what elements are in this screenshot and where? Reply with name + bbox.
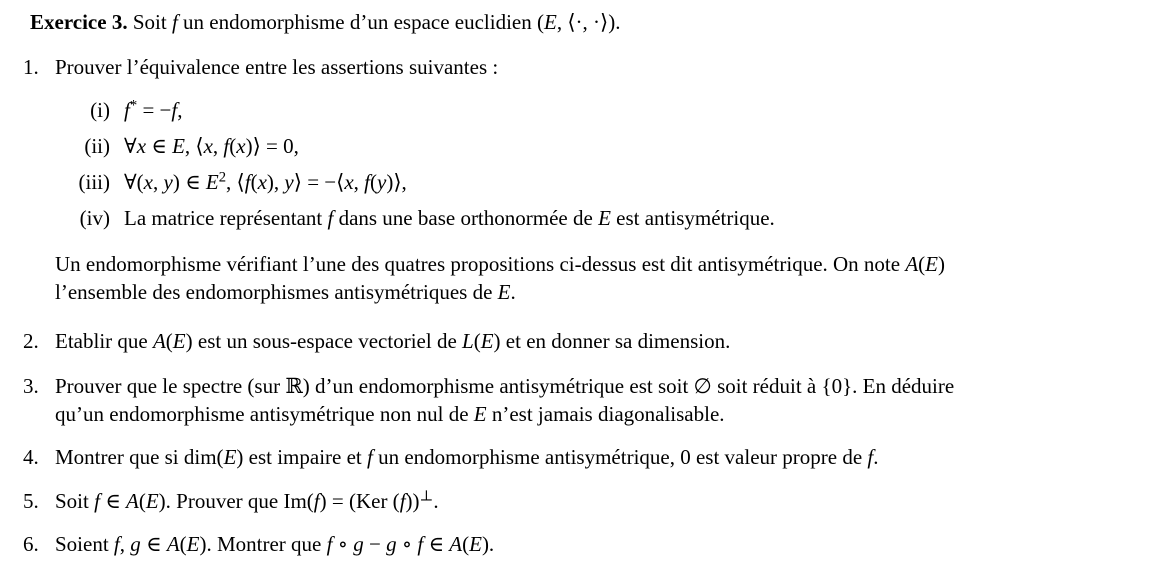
assertion-iv-label: (iv) bbox=[79, 206, 110, 230]
list-item-4 bbox=[23, 443, 1125, 471]
assertion-ii bbox=[50, 132, 1125, 160]
assertion-ii-text: ∀x ∈ E, ⟨x, f(x)⟩ = 0, bbox=[124, 134, 299, 158]
list-item-3 bbox=[23, 372, 1125, 428]
list-item-2 bbox=[23, 327, 1125, 355]
assertion-iv-text: La matrice représentant f dans une base orthonormée de E est antisymétrique. bbox=[124, 206, 775, 230]
list-item-6 bbox=[23, 530, 1125, 558]
item-6-text: Soient f, g ∈ A(E). Montrer que f ∘ g − g ∘ f ∈ A(E). bbox=[55, 532, 495, 556]
item-3-text: Prouver que le spectre (sur ℝ) d’un endomorphisme antisymétrique est soit ∅ soit réduit à {0}. En déduire qu’un endomorphisme antisymétrique non nul de E n’est jamais diagonalisable. bbox=[55, 374, 955, 426]
list-item-5 bbox=[23, 487, 1125, 515]
assertion-i-text: f* = −f, bbox=[124, 97, 183, 122]
item-6-number: 6. bbox=[23, 532, 39, 556]
list-item-1 bbox=[23, 53, 1125, 81]
assertion-iii-label: (iii) bbox=[78, 170, 110, 194]
antisymmetric-definition-note: Un endomorphisme vérifiant l’une des quatres propositions ci-dessus est dit antisymétrique. On note A(E) l’ensemble des endomorphismes antisymétriques de E. bbox=[55, 252, 945, 304]
item-2-number: 2. bbox=[23, 329, 39, 353]
assertion-iii-text: ∀(x, y) ∈ $E^2$, ⟨f(x), y⟩ = −⟨x, f(y)⟩, bbox=[124, 169, 407, 194]
item-3-number: 3. bbox=[23, 374, 39, 398]
assertion-iv bbox=[50, 204, 1125, 232]
exercise-header: Exercice 3. Soit f un endomorphisme d’un espace euclidien (E, ⟨·, ·⟩). bbox=[30, 10, 621, 34]
item-1-number: 1. bbox=[23, 55, 39, 79]
item-5-number: 5. bbox=[23, 489, 39, 513]
assertion-i bbox=[50, 96, 1125, 124]
item-1-text: Prouver l’équivalence entre les assertions suivantes : bbox=[55, 55, 499, 79]
item-5-text: Soit f ∈ A(E). Prouver que Im(f) = (Ker (f))⊥. bbox=[55, 488, 439, 513]
assertion-i-label: (i) bbox=[90, 98, 110, 122]
assertion-iii bbox=[50, 168, 1125, 196]
item-4-text: Montrer que si dim(E) est impaire et f un endomorphisme antisymétrique, 0 est valeur propre de f. bbox=[55, 445, 879, 469]
assertion-ii-label: (ii) bbox=[84, 134, 110, 158]
item-2-text: Etablir que A(E) est un sous-espace vectoriel de L(E) et en donner sa dimension. bbox=[55, 329, 731, 353]
item-4-number: 4. bbox=[23, 445, 39, 469]
